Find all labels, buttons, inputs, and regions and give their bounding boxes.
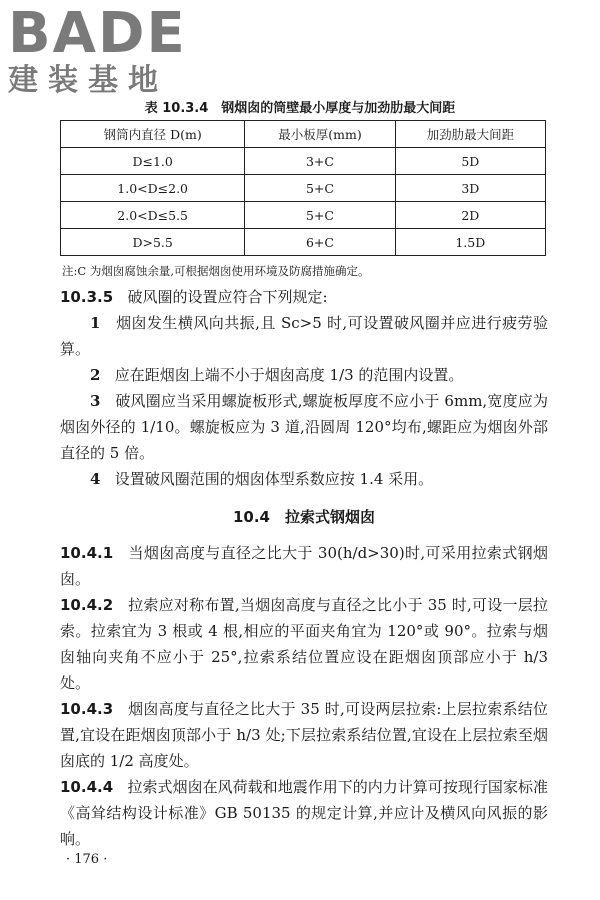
clause-10-4-1 [60,540,548,592]
table-cell: 5D [395,148,545,175]
table-cell: 1.5D [395,229,545,256]
clause-number: 10.4.3 [60,700,114,718]
table-cell: 2.0<D≤5.5 [61,202,245,229]
item-number: 2 [90,366,101,384]
table-cell: D>5.5 [61,229,245,256]
spec-table [60,120,546,256]
table-title: 表 10.3.4 钢烟囱的筒壁最小厚度与加劲肋最大间距 [144,101,456,116]
item-number: 1 [90,314,101,332]
clause-text: 当烟囱高度与直径之比大于 30(h/d>30)时,可采用拉索式钢烟囱。 [60,544,548,588]
clause-10-4-4 [60,774,548,852]
clause-10-3-5 [60,284,548,310]
clause-number: 10.4.1 [60,544,114,562]
table-cell: 3D [395,175,545,202]
clause-number: 10.3.5 [60,288,114,306]
item-text: 应在距烟囱上端不小于烟囱高度 1/3 的范围内设置。 [114,366,464,384]
header-min-thickness: 最小板厚(mm) [245,121,395,148]
clause-text: 烟囱高度与直径之比大于 35 时,可设两层拉索:上层拉索系结位置,宜设在距烟囱顶部小于 h/3 处;下层拉索系结位置,宜设在上层拉索至烟囱底的 1/2 高度处。 [60,700,548,770]
item-number: 4 [90,470,101,488]
list-item [60,310,548,362]
section-heading: 10.4 拉索式钢烟囱 [232,508,375,526]
logo-subtitle: 建装基地 [8,63,168,98]
table-cell: 1.0<D≤2.0 [61,175,245,202]
item-number: 3 [90,392,101,410]
table-cell: 5+C [245,175,395,202]
page-number: · 176 · [66,852,108,867]
clause-number: 10.4.4 [60,778,114,796]
list-item [60,388,548,466]
clause-text: 拉索应对称布置,当烟囱高度与直径之比小于 35 时,可设一层拉索。拉索宜为 3 根或 4 根,相应的平面夹角宜为 120°或 90°。拉索与烟囱轴向夹角不应小于 25°,拉索系结位置应设在距烟囱顶部应小于 h/3 处。 [60,596,548,692]
table-header-row [61,121,546,148]
clause-text: 破风圈的设置应符合下列规定: [127,288,328,306]
table-cell: 5+C [245,202,395,229]
table-cell: 6+C [245,229,395,256]
clause-10-4-2 [60,592,548,696]
clause-number: 10.4.2 [60,596,114,614]
table-row [61,202,546,229]
list-item [60,466,548,492]
table-row [61,229,546,256]
bade-logo [8,1,187,98]
header-stiffener-spacing: 加劲肋最大间距 [395,121,545,148]
list-item [60,362,548,388]
table-row [61,148,546,175]
header-diameter: 钢筒内直径 D(m) [61,121,245,148]
table-row [61,175,546,202]
clause-text: 拉索式烟囱在风荷载和地震作用下的内力计算可按现行国家标准《高耸结构设计标准》GB 50135 的规定计算,并应计及横风向风振的影响。 [60,778,548,848]
table-cell: 2D [395,202,545,229]
item-text: 烟囱发生横风向共振,且 Sc>5 时,可设置破风圈并应进行疲劳验算。 [60,314,548,358]
table-cell: 3+C [245,148,395,175]
item-text: 设置破风圈范围的烟囱体型系数应按 1.4 采用。 [114,470,434,488]
table-cell: D≤1.0 [61,148,245,175]
body-text [60,284,548,852]
logo-wordmark: BADE [8,1,187,66]
table-note: 注:C 为烟囱腐蚀余量,可根据烟囱使用环境及防腐措施确定。 [62,264,370,278]
clause-10-4-3 [60,696,548,774]
item-text: 破风圈应当采用螺旋板形式,螺旋板厚度不应小于 6mm,宽度应为烟囱外径的 1/10。螺旋板应为 3 道,沿圆周 120°均布,螺距应为烟囱外部直径的 5 倍。 [60,392,548,462]
